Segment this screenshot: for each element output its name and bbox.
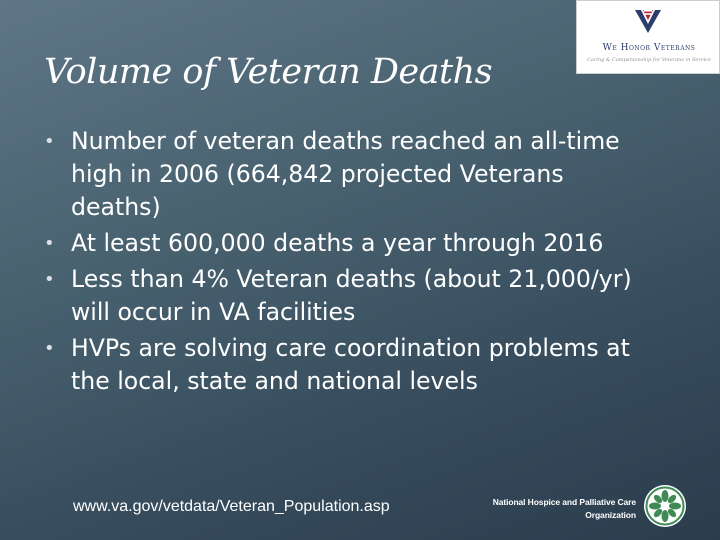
bullet-dot-icon: • xyxy=(44,338,55,359)
we-honor-veterans-logo xyxy=(576,0,720,74)
bullet-text: HVPs are solving care coordination problems at the local, state and national levels xyxy=(71,334,630,395)
logo-name: We Honor Veterans xyxy=(602,43,696,53)
logo-tagline: Caring & Companionship for Veterans in Service xyxy=(587,57,711,63)
flag-v-icon xyxy=(633,7,663,35)
slide-title: Volume of Veteran Deaths xyxy=(44,52,493,92)
bullet-text: At least 600,000 deaths a year through 2016 xyxy=(71,229,604,257)
bullet-list xyxy=(44,125,659,401)
bullet-item xyxy=(44,332,659,398)
org-name-line-2: Organization xyxy=(585,510,636,520)
bullet-item xyxy=(44,125,659,224)
bullet-text: Number of veteran deaths reached an all-time high in 2006 (664,842 projected Veterans deaths) xyxy=(71,127,620,221)
nhpco-emblem-icon xyxy=(643,484,687,528)
bullet-text: Less than 4% Veteran deaths (about 21,000/yr) will occur in VA facilities xyxy=(71,265,632,326)
bullet-dot-icon: • xyxy=(44,269,55,290)
bullet-dot-icon: • xyxy=(44,233,55,254)
org-name-line-1: National Hospice and Palliative Care xyxy=(492,497,636,507)
org-name xyxy=(470,496,636,522)
bullet-item xyxy=(44,263,659,329)
source-url: www.va.gov/vetdata/Veteran_Population.asp xyxy=(73,498,390,515)
bullet-item xyxy=(44,227,659,260)
bullet-dot-icon: • xyxy=(44,131,55,152)
